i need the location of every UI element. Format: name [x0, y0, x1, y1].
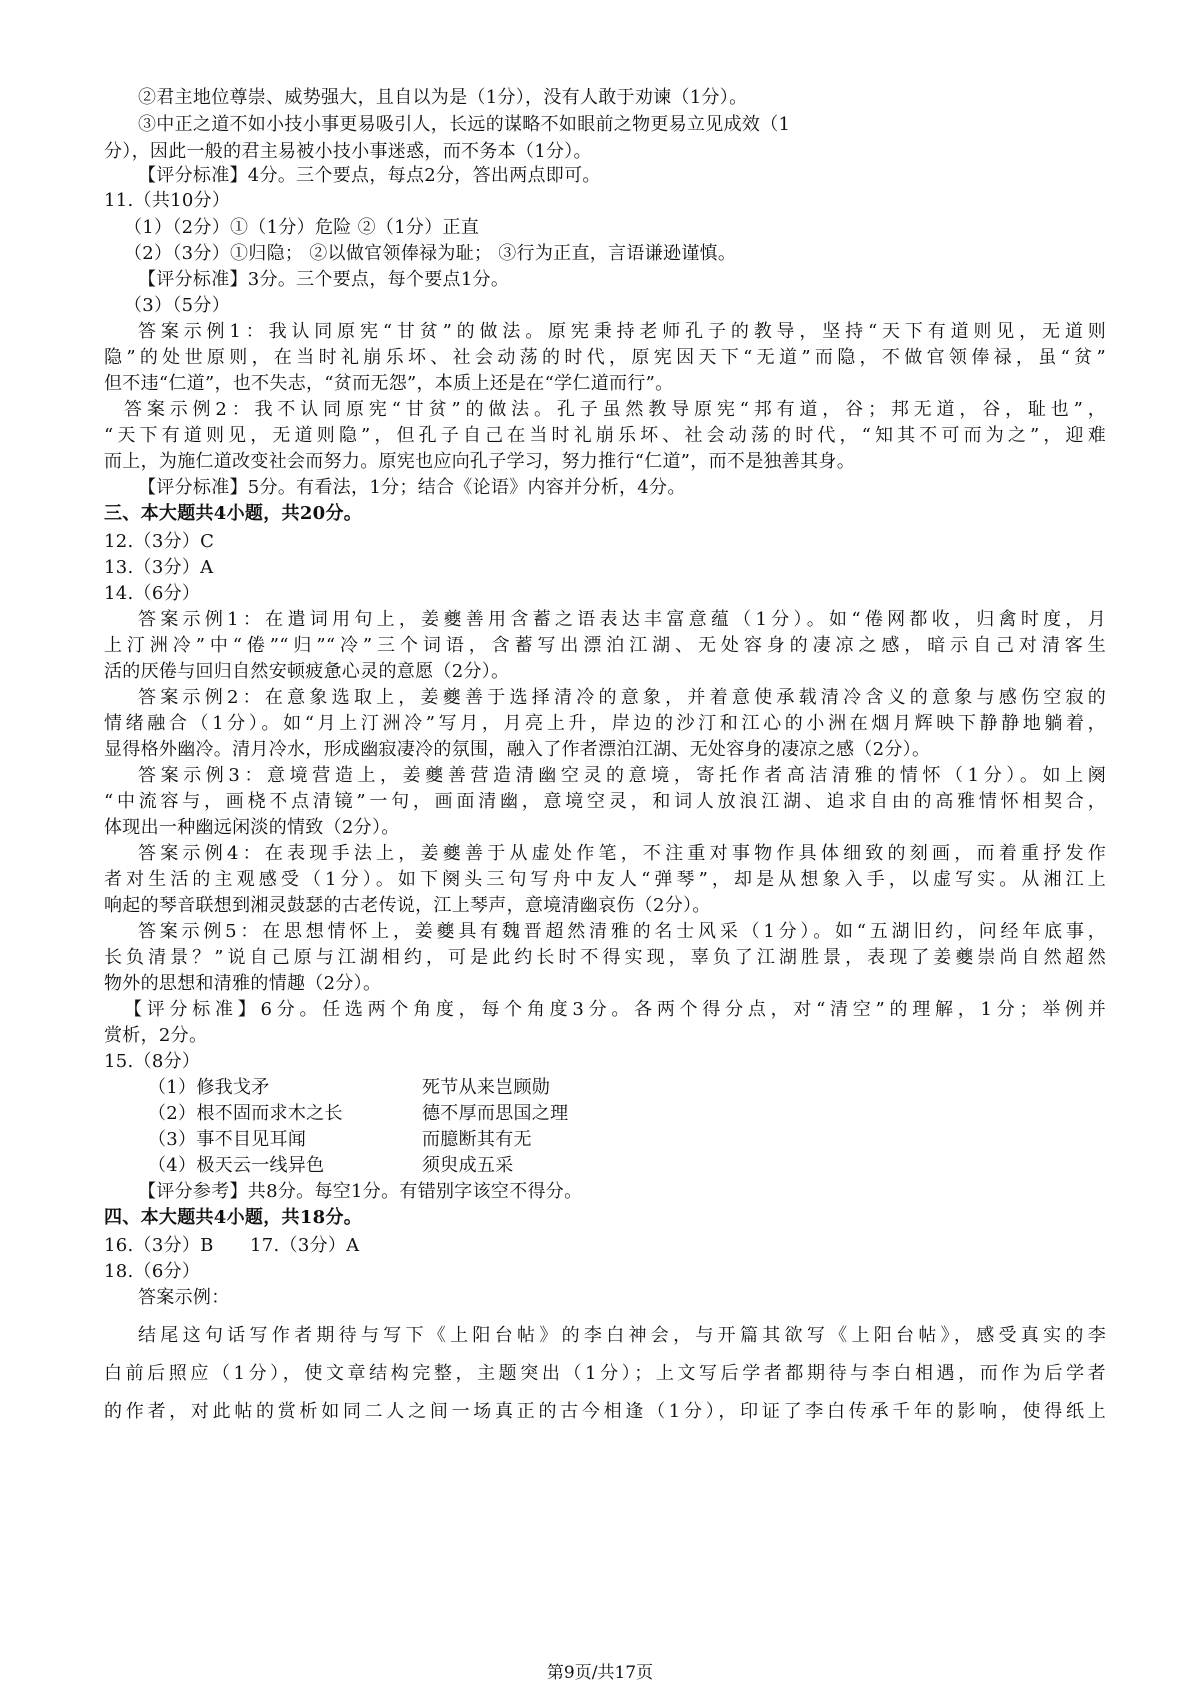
answer-16: 16.（3分）B: [104, 1235, 214, 1256]
question-heading: 14.（6分）: [104, 583, 201, 604]
text-line: 体现出一种幽远闲淡的情致（2分）。: [104, 817, 400, 838]
fill-in-answer-row: [0, 1100, 1200, 1127]
answer-17: 17.（3分）A: [250, 1235, 360, 1256]
text-line: “中流容与，画桡不点清镜”一句，画面清幽，意境空灵，和词人放浪江湖、追求自由的高雅情怀相契合，: [104, 791, 1106, 812]
answer-part-b: 须臾成五采: [422, 1155, 514, 1176]
answer-part-a: （2）根不固而求木之长: [148, 1103, 343, 1124]
scoring-note: 【评分标准】5分。有看法，1分；结合《论语》内容并分析，4分。: [138, 477, 686, 498]
fill-in-answer-row: [0, 1074, 1200, 1101]
text-line: 上汀洲冷”中“倦”“归”“冷”三个词语，含蓄写出漂泊江湖、无处容身的凄凉之感，暗示自己对清客生: [104, 635, 1106, 656]
section-heading: 四、本大题共4小题，共18分。: [104, 1207, 363, 1228]
answer-part-a: （4）极天云一线异色: [148, 1155, 325, 1176]
scoring-note: 【评分标准】4分。三个要点，每点2分，答出两点即可。: [138, 165, 601, 186]
text-line: 答案示例：: [138, 1287, 230, 1308]
text-line: 分），因此一般的君主易被小技小事迷惑，而不务本（1分）。: [104, 141, 592, 162]
answer-line: [0, 1232, 1200, 1259]
question-heading: 18.（6分）: [104, 1261, 201, 1282]
text-line: ③中正之道不如小技小事更易吸引人，长远的谋略不如眼前之物更易立见成效（1: [138, 114, 791, 135]
text-line: 结尾这句话写作者期待与写下《上阳台帖》的李白神会，与开篇其欲写《上阳台帖》，感受真实的李: [138, 1325, 1106, 1346]
answer-part-a: （1）修我戈矛: [148, 1077, 270, 1098]
answer-part-b: 死节从来岂顾勋: [422, 1077, 551, 1098]
answer-part-b: 而臆断其有无: [422, 1129, 532, 1150]
text-line: （1）（2分）①（1分）危险 ②（1分）正直: [124, 217, 480, 238]
text-line: 答案示例1：我认同原宪“甘贫”的做法。原宪秉持老师孔子的教导，坚持“天下有道则见，无道则: [138, 321, 1106, 342]
text-line: 活的厌倦与回归自然安顿疲惫心灵的意愿（2分）。: [104, 661, 510, 682]
answer-line: 13.（3分）A: [104, 557, 214, 578]
answer-part-b: 德不厚而思国之理: [422, 1103, 569, 1124]
text-line: “天下有道则见，无道则隐”，但孔子自己在当时礼崩乐坏、社会动荡的时代，“知其不可而为之”，迎难: [104, 425, 1106, 446]
text-line: 答案示例5：在思想情怀上，姜夔具有魏晋超然清雅的名士风采（1分）。如“五湖旧约，问经年底事，: [138, 921, 1106, 942]
text-line: 答案示例2：我不认同原宪“甘贫”的做法。孔子虽然教导原宪“邦有道，谷；邦无道，谷，耻也”，: [124, 399, 1106, 420]
question-heading: 11.（共10分）: [104, 190, 231, 211]
answer-part-a: （3）事不目见耳闻: [148, 1129, 307, 1150]
text-line: 情绪融合（1分）。如“月上汀洲冷”写月，月亮上升，岸边的沙汀和江心的小洲在烟月辉映下静静地躺着，: [104, 713, 1106, 734]
text-line: 响起的琴音联想到湘灵鼓瑟的古老传说，江上琴声，意境清幽哀伤（2分）。: [104, 895, 711, 916]
text-line: 白前后照应（1分），使文章结构完整，主题突出（1分）；上文写后学者都期待与李白相遇，而作为后学者: [104, 1363, 1106, 1384]
answer-line: 12.（3分）C: [104, 531, 215, 552]
scoring-note: 【评分标准】3分。三个要点，每个要点1分。: [138, 269, 510, 290]
text-line: 答案示例1：在遣词用句上，姜夔善用含蓄之语表达丰富意蕴（1分）。如“倦网都收，归禽时度，月: [138, 609, 1106, 630]
text-line: 赏析，2分。: [104, 1025, 208, 1046]
text-line: （2）（3分）①归隐； ②以做官领俸禄为耻； ③行为正直，言语谦逊谨慎。: [124, 243, 737, 264]
text-line: 的作者，对此帖的赏析如同二人之间一场真正的古今相逢（1分），印证了李白传承千年的影响，使得纸上: [104, 1401, 1106, 1422]
text-line: 答案示例3：意境营造上，姜夔善营造清幽空灵的意境，寄托作者高洁清雅的情怀（1分）。如上阕: [138, 765, 1106, 786]
question-heading: 15.（8分）: [104, 1051, 201, 1072]
page-number: 第9页/共17页: [546, 1663, 654, 1683]
text-line: 长负清景？”说自己原与江湖相约，可是此约长时不得实现，辜负了江湖胜景，表现了姜夔崇尚自然超然: [104, 947, 1106, 968]
text-line: 物外的思想和清雅的情趣（2分）。: [104, 973, 382, 994]
text-line: 答案示例2：在意象选取上，姜夔善于选择清冷的意象，并着意使承载清冷含义的意象与感伤空寂的: [138, 687, 1106, 708]
text-line: 但不违“仁道”，也不失志，“贫而无怨”，本质上还是在“学仁道而行”。: [104, 373, 674, 394]
section-heading: 三、本大题共4小题，共20分。: [104, 503, 363, 524]
text-line: ②君主地位尊崇、威势强大，且自以为是（1分），没有人敢于劝谏（1分）。: [138, 87, 748, 108]
fill-in-answer-row: [0, 1152, 1200, 1179]
scoring-note: 【评分标准】6分。任选两个角度，每个角度3分。各两个得分点，对“清空”的理解，1分；举例并: [124, 999, 1106, 1020]
text-line: 答案示例4：在表现手法上，姜夔善于从虚处作笔，不注重对事物作具体细致的刻画，而着重抒发作: [138, 843, 1106, 864]
text-line: 隐”的处世原则，在当时礼崩乐坏、社会动荡的时代，原宪因天下“无道”而隐，不做官领俸禄，虽“贫”: [104, 347, 1106, 368]
fill-in-answer-row: [0, 1126, 1200, 1153]
scoring-note: 【评分参考】共8分。每空1分。有错别字该空不得分。: [138, 1181, 583, 1202]
text-line: （3）（5分）: [124, 295, 231, 316]
text-line: 显得格外幽冷。清月冷水，形成幽寂凄冷的氛围，融入了作者漂泊江湖、无处容身的凄凉之感（2分）。: [104, 739, 931, 760]
text-line: 者对生活的主观感受（1分）。如下阕头三句写舟中友人“弹琴”，却是从想象入手，以虚写实。从湘江上: [104, 869, 1106, 890]
text-line: 而上，为施仁道改变社会而努力。原宪也应向孔子学习，努力推行“仁道”，而不是独善其身。: [104, 451, 855, 472]
